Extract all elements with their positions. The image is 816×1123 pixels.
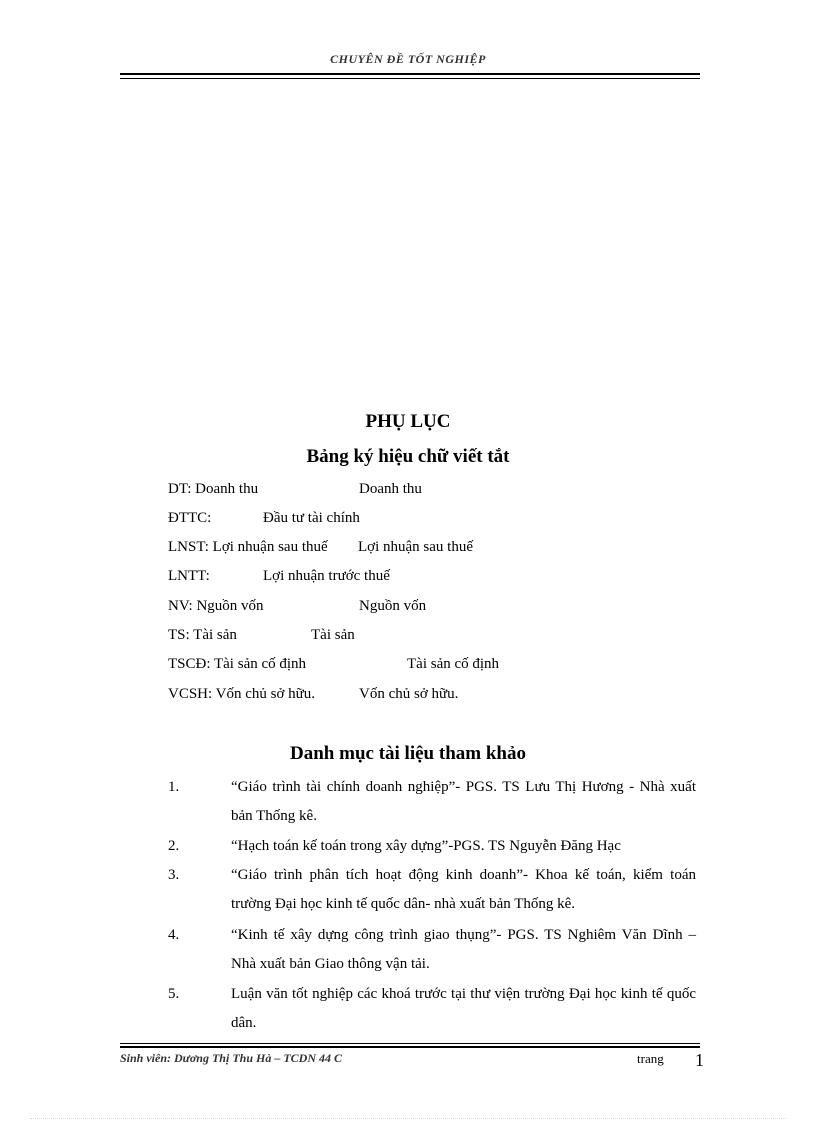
reference-number: 1. [168, 779, 180, 795]
reference-number: 5. [168, 986, 180, 1002]
page-edge-divider [30, 1118, 786, 1119]
abbreviation-value: Tài sản [311, 627, 355, 643]
abbreviation-value: Lợi nhuận sau thuế [358, 539, 473, 555]
reference-text: “Kinh tế xây dựng công trình giao thụng”- PGS. TS Nghiêm Văn Dĩnh – Nhà xuất bản Giao thông vận tải. [231, 927, 696, 972]
footer-rule-thick [120, 1046, 700, 1048]
appendix-title: PHỤ LỤC [365, 411, 451, 432]
footer-page-label: trang [637, 1051, 664, 1066]
abbreviation-value: Đầu tư tài chính [263, 510, 360, 526]
references-heading: Danh mục tài liệu tham khảo [290, 743, 526, 764]
header-rule-thin [120, 78, 700, 79]
reference-text: “Giáo trình tài chính doanh nghiệp”- PGS. TS Lưu Thị Hương - Nhà xuất bản Thống kê. [231, 779, 696, 824]
abbreviation-key: ĐTTC: [168, 510, 212, 526]
header-rule-thick [120, 73, 700, 75]
reference-number: 3. [168, 867, 180, 883]
abbreviation-key: VCSH: Vốn chủ sở hữu. [168, 686, 316, 702]
footer-rule-thin [120, 1043, 700, 1044]
abbreviation-key: LNST: Lợi nhuận sau thuế [168, 539, 328, 555]
running-header: CHUYÊN ĐỀ TỐT NGHIỆP [330, 52, 486, 66]
reference-number: 2. [168, 838, 180, 854]
page-number: 1 [695, 1050, 704, 1070]
abbreviation-key: LNTT: [168, 568, 210, 584]
abbreviation-value: Vốn chủ sở hữu. [359, 686, 459, 702]
abbreviation-key: NV: Nguồn vốn [168, 598, 264, 614]
abbreviation-value: Lợi nhuận trước thuế [263, 568, 390, 584]
abbreviation-key: TS: Tài sản [168, 627, 237, 643]
abbreviation-value: Nguồn vốn [359, 598, 427, 614]
abbreviations-heading: Bảng ký hiệu chữ viết tắt [306, 446, 510, 467]
abbreviation-value: Tài sản cố định [407, 656, 500, 672]
reference-text: “Hạch toán kế toán trong xây dựng”-PGS. TS Nguyễn Đăng Hạc [231, 838, 621, 854]
reference-number: 4. [168, 927, 180, 943]
abbreviation-value: Doanh thu [359, 481, 422, 497]
abbreviation-key: TSCĐ: Tài sản cố định [168, 656, 307, 672]
reference-text: Luận văn tốt nghiệp các khoá trước tại thư viện trường Đại học kinh tế quốc dân. [231, 986, 696, 1031]
reference-text: “Giáo trình phân tích hoạt động kinh doanh”- Khoa kế toán, kiểm toán trường Đại học kinh tế quốc dân- nhà xuất bản Thống kê. [231, 867, 696, 912]
abbreviation-key: DT: Doanh thu [168, 481, 259, 497]
footer-author: Sinh viên: Dương Thị Thu Hà – TCDN 44 C [120, 1051, 342, 1065]
